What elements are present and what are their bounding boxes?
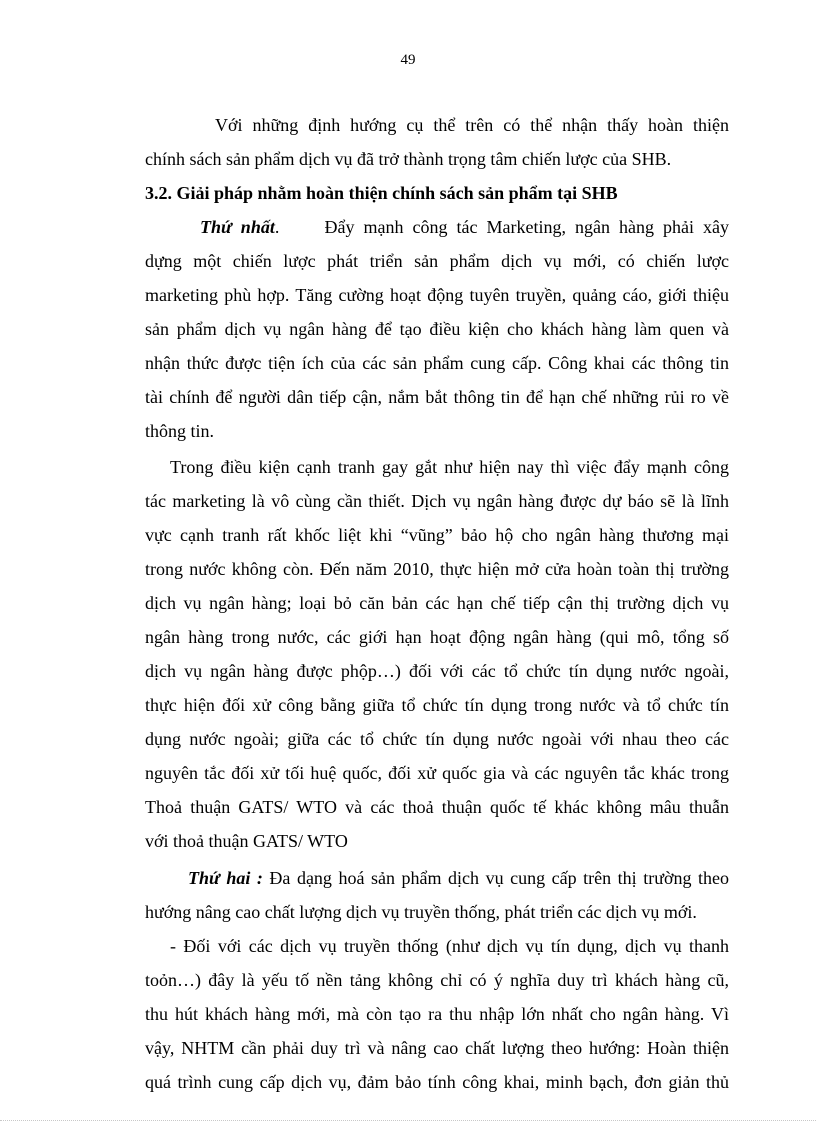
paragraph-line: nhận thức được tiện ích của các sản phẩm cung cấp. Công khai các thông tin <box>145 353 729 373</box>
paragraph-line: vực cạnh tranh rất khốc liệt khi “vũng” bảo hộ cho ngân hàng thương mại <box>145 525 729 545</box>
page-number: 49 <box>400 52 416 68</box>
line-text: Đẩy mạnh công tác Marketing, ngân hàng phải xây <box>324 217 730 237</box>
paragraph-line: - Đối với các dịch vụ truyền thống (như dịch vụ tín dụng, dịch vụ thanh <box>170 936 729 956</box>
paragraph-line: vậy, NHTM cần phải duy trì và nâng cao chất lượng theo hướng: Hoàn thiện <box>145 1038 729 1058</box>
paragraph-line: thực hiện đối xử công bằng giữa tổ chức tín dụng trong nước và tổ chức tín <box>145 695 729 715</box>
paragraph-line: trong nước không còn. Đến năm 2010, thực hiện mở cửa hoàn toàn thị trường <box>145 559 729 579</box>
paragraph-line: hướng nâng cao chất lượng dịch vụ truyền thống, phát triển các dịch vụ mới. <box>145 902 697 922</box>
label-thu-nhat: Thứ nhất <box>200 217 275 237</box>
paragraph-line: tài chính để người dân tiếp cận, nắm bắt thông tin để hạn chế những rủi ro về <box>145 387 729 407</box>
paragraph-line: dịch vụ ngân hàng; loại bỏ căn bản các hạn chế tiếp cận thị trường dịch vụ <box>145 593 729 613</box>
paragraph-line: thu hút khách hàng mới, mà còn tạo ra thu nhập lớn nhất cho ngân hàng. Vì <box>145 1004 729 1024</box>
paragraph-line: toỏn…) đây là yếu tố nền tảng không chỉ có ý nghĩa duy trì khách hàng cũ, <box>145 970 729 990</box>
paragraph-line-first: Thứ nhất. Đẩy mạnh công tác Marketing, ngân hàng phải xây <box>200 217 730 237</box>
paragraph-line: marketing phù hợp. Tăng cường hoạt động tuyên truyền, quảng cáo, giới thiệu <box>145 285 729 305</box>
page-bottom-border <box>0 1120 816 1121</box>
paragraph-line: dụng nước ngoài; giữa các tổ chức tín dụng nước ngoài với nhau theo các <box>145 729 729 749</box>
paragraph-line: Với những định hướng cụ thể trên có thể nhận thấy hoàn thiện <box>215 115 729 135</box>
paragraph-line: Thoả thuận GATS/ WTO và các thoả thuận quốc tế khác không mâu thuẫn <box>145 797 729 817</box>
line-text: Đa dạng hoá sản phẩm dịch vụ cung cấp trên thị trường theo <box>269 868 730 888</box>
paragraph-line: Trong điều kiện cạnh tranh gay gắt như hiện nay thì việc đẩy mạnh công <box>170 457 729 477</box>
paragraph-line: nguyên tắc đối xử tối huệ quốc, đối xử quốc gia và các nguyên tắc khác trong <box>145 763 729 783</box>
paragraph-line: thông tin. <box>145 421 215 441</box>
paragraph-line: với thoả thuận GATS/ WTO <box>145 831 348 851</box>
section-heading: 3.2. Giải pháp nhằm hoàn thiện chính sách sản phẩm tại SHB <box>145 183 618 203</box>
paragraph-line: dựng một chiến lược phát triển sản phẩm dịch vụ mới, có chiến lược <box>145 251 729 271</box>
label-thu-hai: Thứ hai : <box>188 868 263 888</box>
paragraph-line: sản phẩm dịch vụ ngân hàng để tạo điều kiện cho khách hàng làm quen và <box>145 319 729 339</box>
paragraph-line: tác marketing là vô cùng cần thiết. Dịch vụ ngân hàng được dự báo sẽ là lĩnh <box>145 491 729 511</box>
paragraph-line: chính sách sản phẩm dịch vụ đã trở thành trọng tâm chiến lược của SHB. <box>145 149 672 169</box>
paragraph-line: quá trình cung cấp dịch vụ, đảm bảo tính công khai, minh bạch, đơn giản thủ <box>145 1072 729 1092</box>
paragraph-line: ngân hàng trong nước, các giới hạn hoạt động ngân hàng (qui mô, tổng số <box>145 627 729 647</box>
paragraph-line-first <box>188 866 729 890</box>
paragraph-line: dịch vụ ngân hàng được phộp…) đối với các tổ chức tín dụng nước ngoài, <box>145 661 729 681</box>
